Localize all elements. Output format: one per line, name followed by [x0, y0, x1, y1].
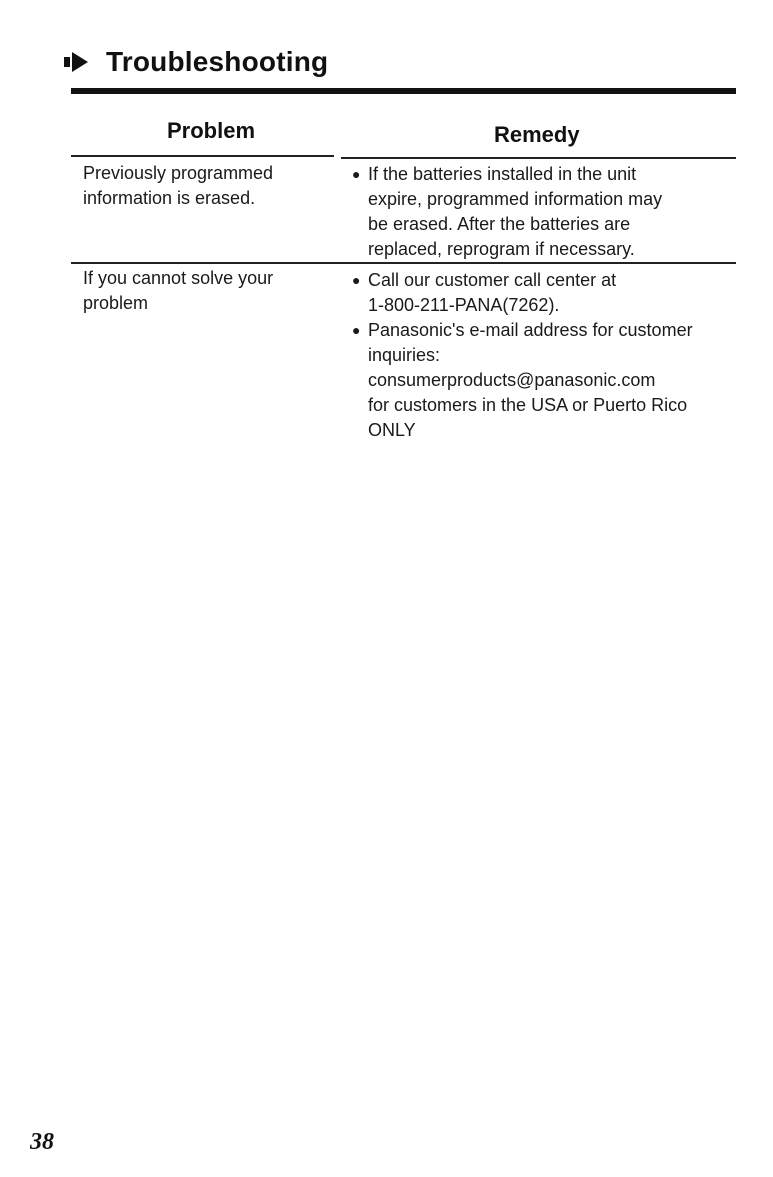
header-rule — [341, 157, 736, 159]
remedy-line: inquiries: — [368, 345, 441, 365]
remedy-line: be erased. After the batteries are — [368, 214, 631, 234]
remedy-bullet-item — [352, 162, 742, 187]
problem-line: problem — [83, 293, 149, 313]
bullet-icon: ● — [352, 272, 361, 288]
header-rule — [71, 155, 334, 157]
column-header-problem: Problem — [167, 118, 256, 143]
remedy-line: expire, programmed information may — [368, 189, 663, 209]
remedy-line: Panasonic's e-mail address for customer — [368, 320, 693, 340]
column-header-remedy: Remedy — [494, 122, 580, 147]
title-rule — [71, 88, 736, 94]
table-row-1-problem — [83, 161, 323, 211]
table-row-2-problem — [83, 266, 323, 316]
remedy-line: ONLY — [368, 420, 416, 440]
page-title-row — [62, 42, 328, 82]
remedy-line: replaced, reprogram if necessary. — [368, 239, 635, 259]
bullet-icon: ● — [352, 322, 361, 338]
remedy-line: 1-800-211-PANA(7262). — [368, 295, 560, 315]
table-row-1-remedy — [352, 162, 742, 262]
row-rule — [71, 262, 736, 264]
arrow-right-icon — [62, 45, 102, 79]
page-number: 38 — [30, 1129, 54, 1155]
problem-line: If you cannot solve your — [83, 268, 274, 288]
problem-line: information is erased. — [83, 188, 256, 208]
remedy-bullet-item — [352, 318, 742, 343]
remedy-bullet-item — [352, 268, 742, 293]
bullet-icon: ● — [352, 166, 361, 182]
problem-line: Previously programmed — [83, 163, 274, 183]
remedy-line: Call our customer call center at — [368, 270, 617, 290]
remedy-line: If the batteries installed in the unit — [368, 164, 637, 184]
page-title: Troubleshooting — [106, 46, 329, 77]
remedy-email: consumerproducts@panasonic.com — [368, 370, 656, 390]
table-row-2-remedy — [352, 268, 742, 443]
remedy-line: for customers in the USA or Puerto Rico — [368, 395, 688, 415]
